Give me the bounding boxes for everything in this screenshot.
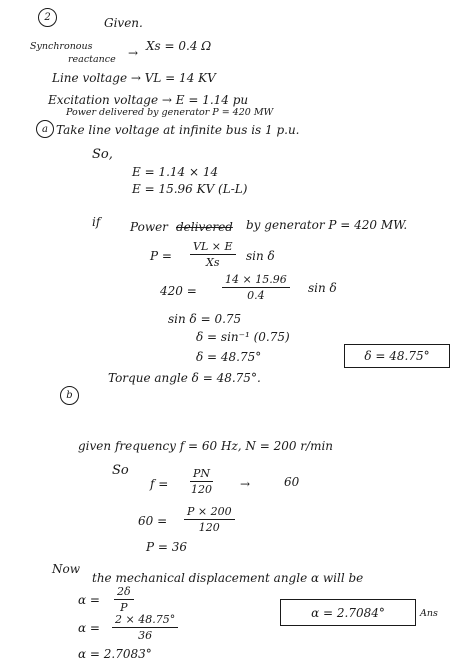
xs-value: Xs = 0.4 Ω <box>146 39 212 53</box>
excitation-voltage: Excitation voltage → E = 1.14 pu <box>48 93 249 107</box>
alpha-boxed-text: α = 2.7084° <box>311 605 385 620</box>
part-a-marker <box>36 120 54 138</box>
part-b-marker <box>60 386 79 405</box>
question-number-marker <box>38 8 57 27</box>
given-heading: Given. <box>104 16 143 30</box>
answer-tag: Ans <box>420 608 438 619</box>
if-label: if <box>92 215 101 229</box>
sync-reactance-label-1: Synchronous <box>30 41 93 52</box>
power-word: Power <box>130 220 168 234</box>
alpha-final: α = 2.7083° <box>78 647 152 661</box>
alpha-fraction-denominator: P <box>120 601 128 614</box>
eq60-lhs: 60 = <box>138 514 168 528</box>
alpha-fraction-numerator: 2δ <box>114 586 134 600</box>
eq60-numerator: P × 200 <box>184 506 235 520</box>
part-b-label: b <box>66 390 73 401</box>
p-sin-delta: sin δ <box>246 249 275 263</box>
eq420-sin-delta: sin δ <box>308 281 337 295</box>
eq60-fraction <box>184 506 235 533</box>
f-arrow: → <box>240 477 251 491</box>
delta-arcsin: δ = sin⁻¹ (0.75) <box>196 330 290 344</box>
given-frequency: given frequency f = 60 Hz, N = 200 r/min <box>78 439 334 453</box>
e-equation-1: E = 1.14 × 14 <box>132 165 219 179</box>
so-label-a: So, <box>92 147 113 162</box>
eq60-denominator: 120 <box>198 521 220 534</box>
question-number: 2 <box>44 12 51 23</box>
p-eq-lhs: P = <box>150 249 172 263</box>
power-delivered: Power delivered by generator P = 420 MW <box>66 107 274 118</box>
f-eq-lhs: f = <box>150 477 169 491</box>
eq420-fraction <box>222 274 290 301</box>
take-line-voltage: Take line voltage at infinite bus is 1 p.u. <box>56 123 300 137</box>
alpha2-fraction <box>112 614 178 641</box>
eq420-lhs: 420 = <box>160 284 197 298</box>
f-fraction-denominator: 120 <box>191 483 213 496</box>
delta-boxed-answer <box>344 344 450 368</box>
f-fraction-numerator: PN <box>190 468 213 482</box>
f-fraction <box>190 468 213 495</box>
p-fraction <box>190 241 236 268</box>
delivered-word: delivered <box>176 220 233 234</box>
sync-arrow: → <box>128 46 139 60</box>
delta-boxed-text: δ = 48.75° <box>364 349 430 363</box>
part-a-label: a <box>42 123 48 135</box>
alpha2-denominator: 36 <box>138 629 153 642</box>
sync-reactance-label-2: reactance <box>68 54 116 65</box>
so-label-b: So <box>112 463 129 478</box>
alpha-boxed-answer <box>280 599 416 626</box>
by-generator-power: by generator P = 420 MW. <box>246 218 408 232</box>
alpha-fraction <box>114 586 134 613</box>
p-value: P = 36 <box>146 540 188 554</box>
alpha2-eq-lhs: α = <box>78 621 100 635</box>
sin-delta-value: sin δ = 0.75 <box>168 312 242 326</box>
mechanical-displacement: the mechanical displacement angle α will be <box>92 571 364 585</box>
alpha2-numerator: 2 × 48.75° <box>112 614 178 628</box>
delta-result: δ = 48.75° <box>196 350 262 364</box>
p-fraction-denominator: Xs <box>206 256 220 269</box>
e-equation-2: E = 15.96 KV (L-L) <box>132 182 248 196</box>
torque-angle: Torque angle δ = 48.75°. <box>108 371 261 385</box>
eq420-numerator: 14 × 15.96 <box>222 274 290 288</box>
alpha-eq-lhs: α = <box>78 593 100 607</box>
now-label: Now <box>52 562 80 576</box>
p-fraction-numerator: VL × E <box>190 241 236 255</box>
eq420-denominator: 0.4 <box>247 289 265 302</box>
f-value: 60 <box>284 475 300 489</box>
line-voltage: Line voltage → VL = 14 KV <box>52 71 216 85</box>
